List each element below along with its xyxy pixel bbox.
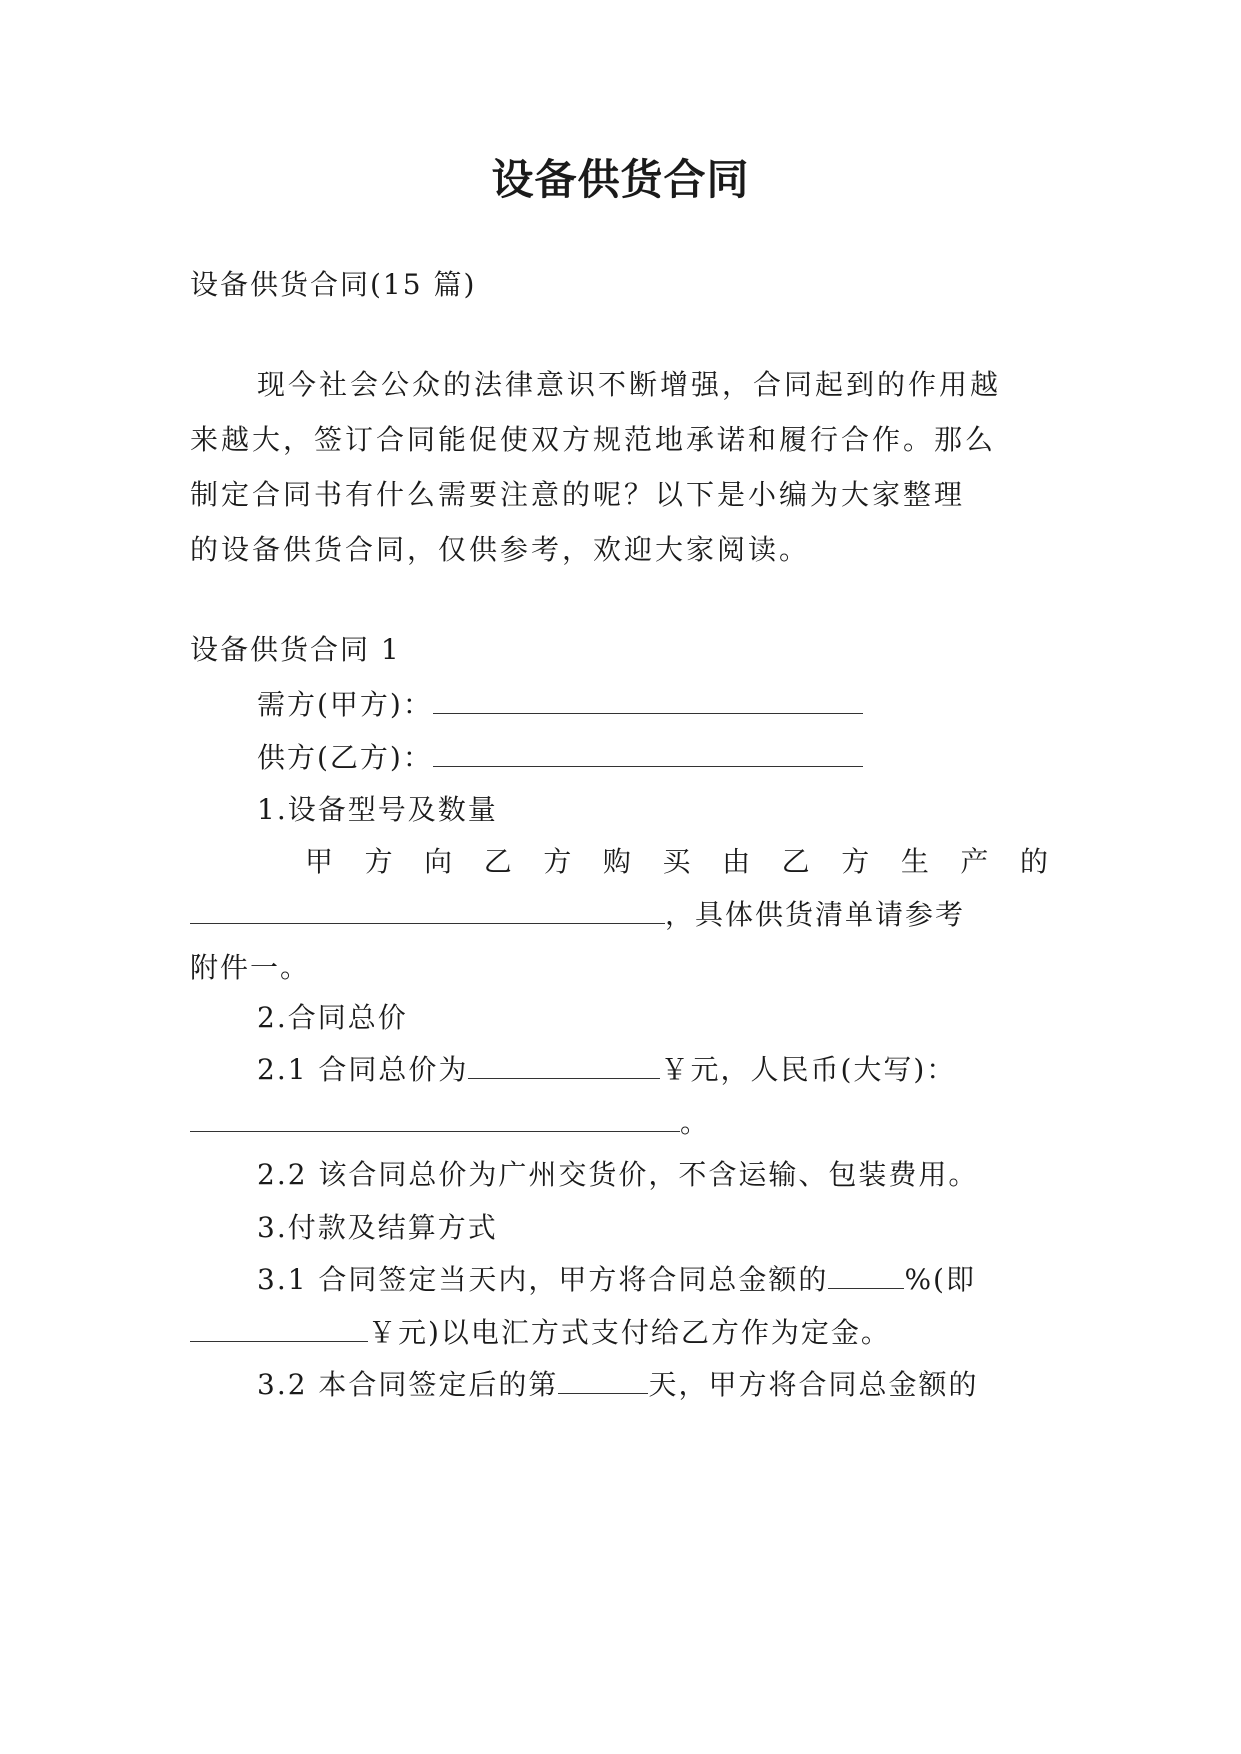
party-a-blank [433,709,863,714]
section-1-line-2-text: ，具体供货清单请参考 [665,898,966,931]
party-b-row [257,738,1052,778]
contract-heading: 设备供货合同 1 [190,633,401,666]
section-2-1-line-1 [257,1050,1052,1090]
section-2-2: 2.2 该合同总价为广州交货价，不含运输、包装费用。 [257,1158,979,1191]
intro-line-1: 现今社会公众的法律意识不断增强，合同起到的作用越 [257,368,1002,401]
document-title: 设备供货合同 [491,155,750,204]
section-3-2-line-1 [257,1365,1052,1405]
party-a-label: 需方(甲方)： [257,688,433,721]
intro-line-4: 的设备供货合同，仅供参考，欢迎大家阅读。 [190,533,811,566]
section-1-heading: 1.设备型号及数量 [257,793,498,826]
section-3-heading: 3.付款及结算方式 [257,1211,498,1244]
section-2-1-prefix: 2.1 合同总价为 [257,1053,469,1086]
section-2-1-line-2 [190,1103,1052,1143]
section-3-2-prefix: 3.2 本合同签定后的第 [257,1368,559,1401]
party-b-label: 供方(乙方)： [257,741,433,774]
section-2-1-suffix: ￥元，人民币(大写)： [660,1053,957,1086]
section-3-2-suffix: 天，甲方将合同总金额的 [648,1368,979,1401]
document-subtitle: 设备供货合同(15 篇) [190,268,477,301]
section-1-line-2 [190,895,1052,935]
section-1-line-3: 附件一。 [190,951,311,984]
section-3-1-suffix: %(即 [904,1263,976,1296]
total-price-blank [468,1074,660,1079]
total-price-words-blank [190,1127,680,1132]
section-2-heading: 2.合同总价 [257,1001,408,1034]
section-1-line-1: 甲 方 向 乙 方 购 买 由 乙 方 生 产 的 [305,845,1050,878]
section-3-1-line-1 [257,1260,1052,1300]
equipment-blank [190,919,665,924]
section-3-1-line-2-text: ￥元)以电汇方式支付给乙方作为定金。 [368,1316,891,1349]
section-2-1-end: 。 [680,1106,711,1139]
intro-line-3: 制定合同书有什么需要注意的呢？以下是小编为大家整理 [190,478,966,511]
party-b-blank [433,762,863,767]
section-3-1-prefix: 3.1 合同签定当天内，甲方将合同总金额的 [257,1263,829,1296]
section-3-1-line-2 [190,1313,1052,1353]
deposit-percent-blank [828,1284,904,1289]
party-a-row [257,685,1052,725]
intro-line-2: 来越大，签订合同能促使双方规范地承诺和履行合作。那么 [190,423,997,456]
deposit-amount-blank [190,1337,368,1342]
days-blank [558,1389,648,1394]
